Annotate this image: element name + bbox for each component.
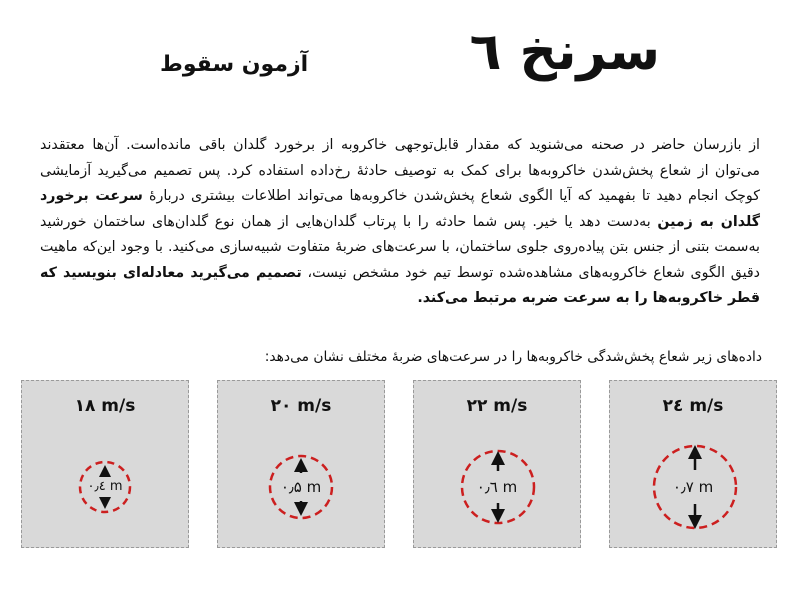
debris-diagram (22, 381, 190, 549)
clue-subtitle: آزمون سقوط (160, 52, 309, 77)
data-card-22 (413, 380, 581, 548)
card-speed: ۲۲ m/s (466, 396, 528, 416)
card-speed: ۱۸ m/s (74, 396, 136, 416)
diameter-label: ۰٫۷ m (672, 478, 714, 496)
diameter-label: ۰٫۵ m (280, 478, 322, 496)
data-intro: داده‌های زیر شعاع پخش‌شدگی خاکروبه‌ها را در سرعت‌های ضربهٔ مختلف نشان می‌دهد: (264, 349, 762, 365)
data-card-18 (21, 380, 189, 548)
debris-diagram (610, 381, 778, 549)
diameter-label: ۰٫٤ m (87, 479, 123, 494)
diameter-label: ۰٫٦ m (476, 478, 518, 496)
arrow-up-head (294, 458, 308, 472)
data-card-20 (217, 380, 385, 548)
arrow-down-head (99, 497, 111, 509)
arrow-down-head (294, 502, 308, 516)
description-bold-1: سرعت برخورد گلدان به زمین (40, 188, 761, 230)
clue-title: سرنخ ٦ (469, 22, 660, 82)
card-speed: ۲۰ m/s (270, 396, 332, 416)
arrow-down-head (491, 509, 505, 523)
description-bold-2: تصمیم می‌گیرید معادله‌ای بنویسید که قطر خاکروبه‌ها را به سرعت ضربه مرتبط می‌کند. (40, 264, 760, 306)
clue-description (40, 133, 760, 312)
debris-diagram (218, 381, 386, 549)
description-part-2: به‌دست دهد یا خیر. پس شما حادثه را با پرتاب گلدان‌هایی از همان نوع گلدان‌های ساختمان خورشید به‌سمت بتنی از جنس بتن پیاده‌روی جلوی ساختمان، با سرعت‌های ضربهٔ متفاوت شبیه‌سازی می‌کنید. با وجود این‌که ماهیت دقیق الگوی شعاع خاکروبه‌های مشاهده‌شده توسط تیم خود مشخص نیست، (40, 213, 760, 281)
debris-diagram (414, 381, 582, 549)
data-card-24 (609, 380, 777, 548)
card-speed: ۲٤ m/s (662, 396, 724, 416)
arrow-up-head (491, 451, 505, 465)
description-part-1: از بازرسان حاضر در صحنه می‌شنوید که مقدار قابل‌توجهی خاکروبه از برخورد گلدان باقی مانده‌است. آن‌ها معتقدند می‌توان از شعاع پخش‌شدن خاکروبه‌ها برای کمک به توصیف حادثهٔ رخ‌داده استفاده کرد. پس تصمیم می‌گیرید آزمایشی کوچک انجام دهید تا بفهمید که آیا الگوی شعاع پخش‌شدن خاکروبه‌ها می‌تواند اطلاعات بیشتری دربارهٔ (40, 137, 761, 204)
arrow-up-head (99, 465, 111, 477)
